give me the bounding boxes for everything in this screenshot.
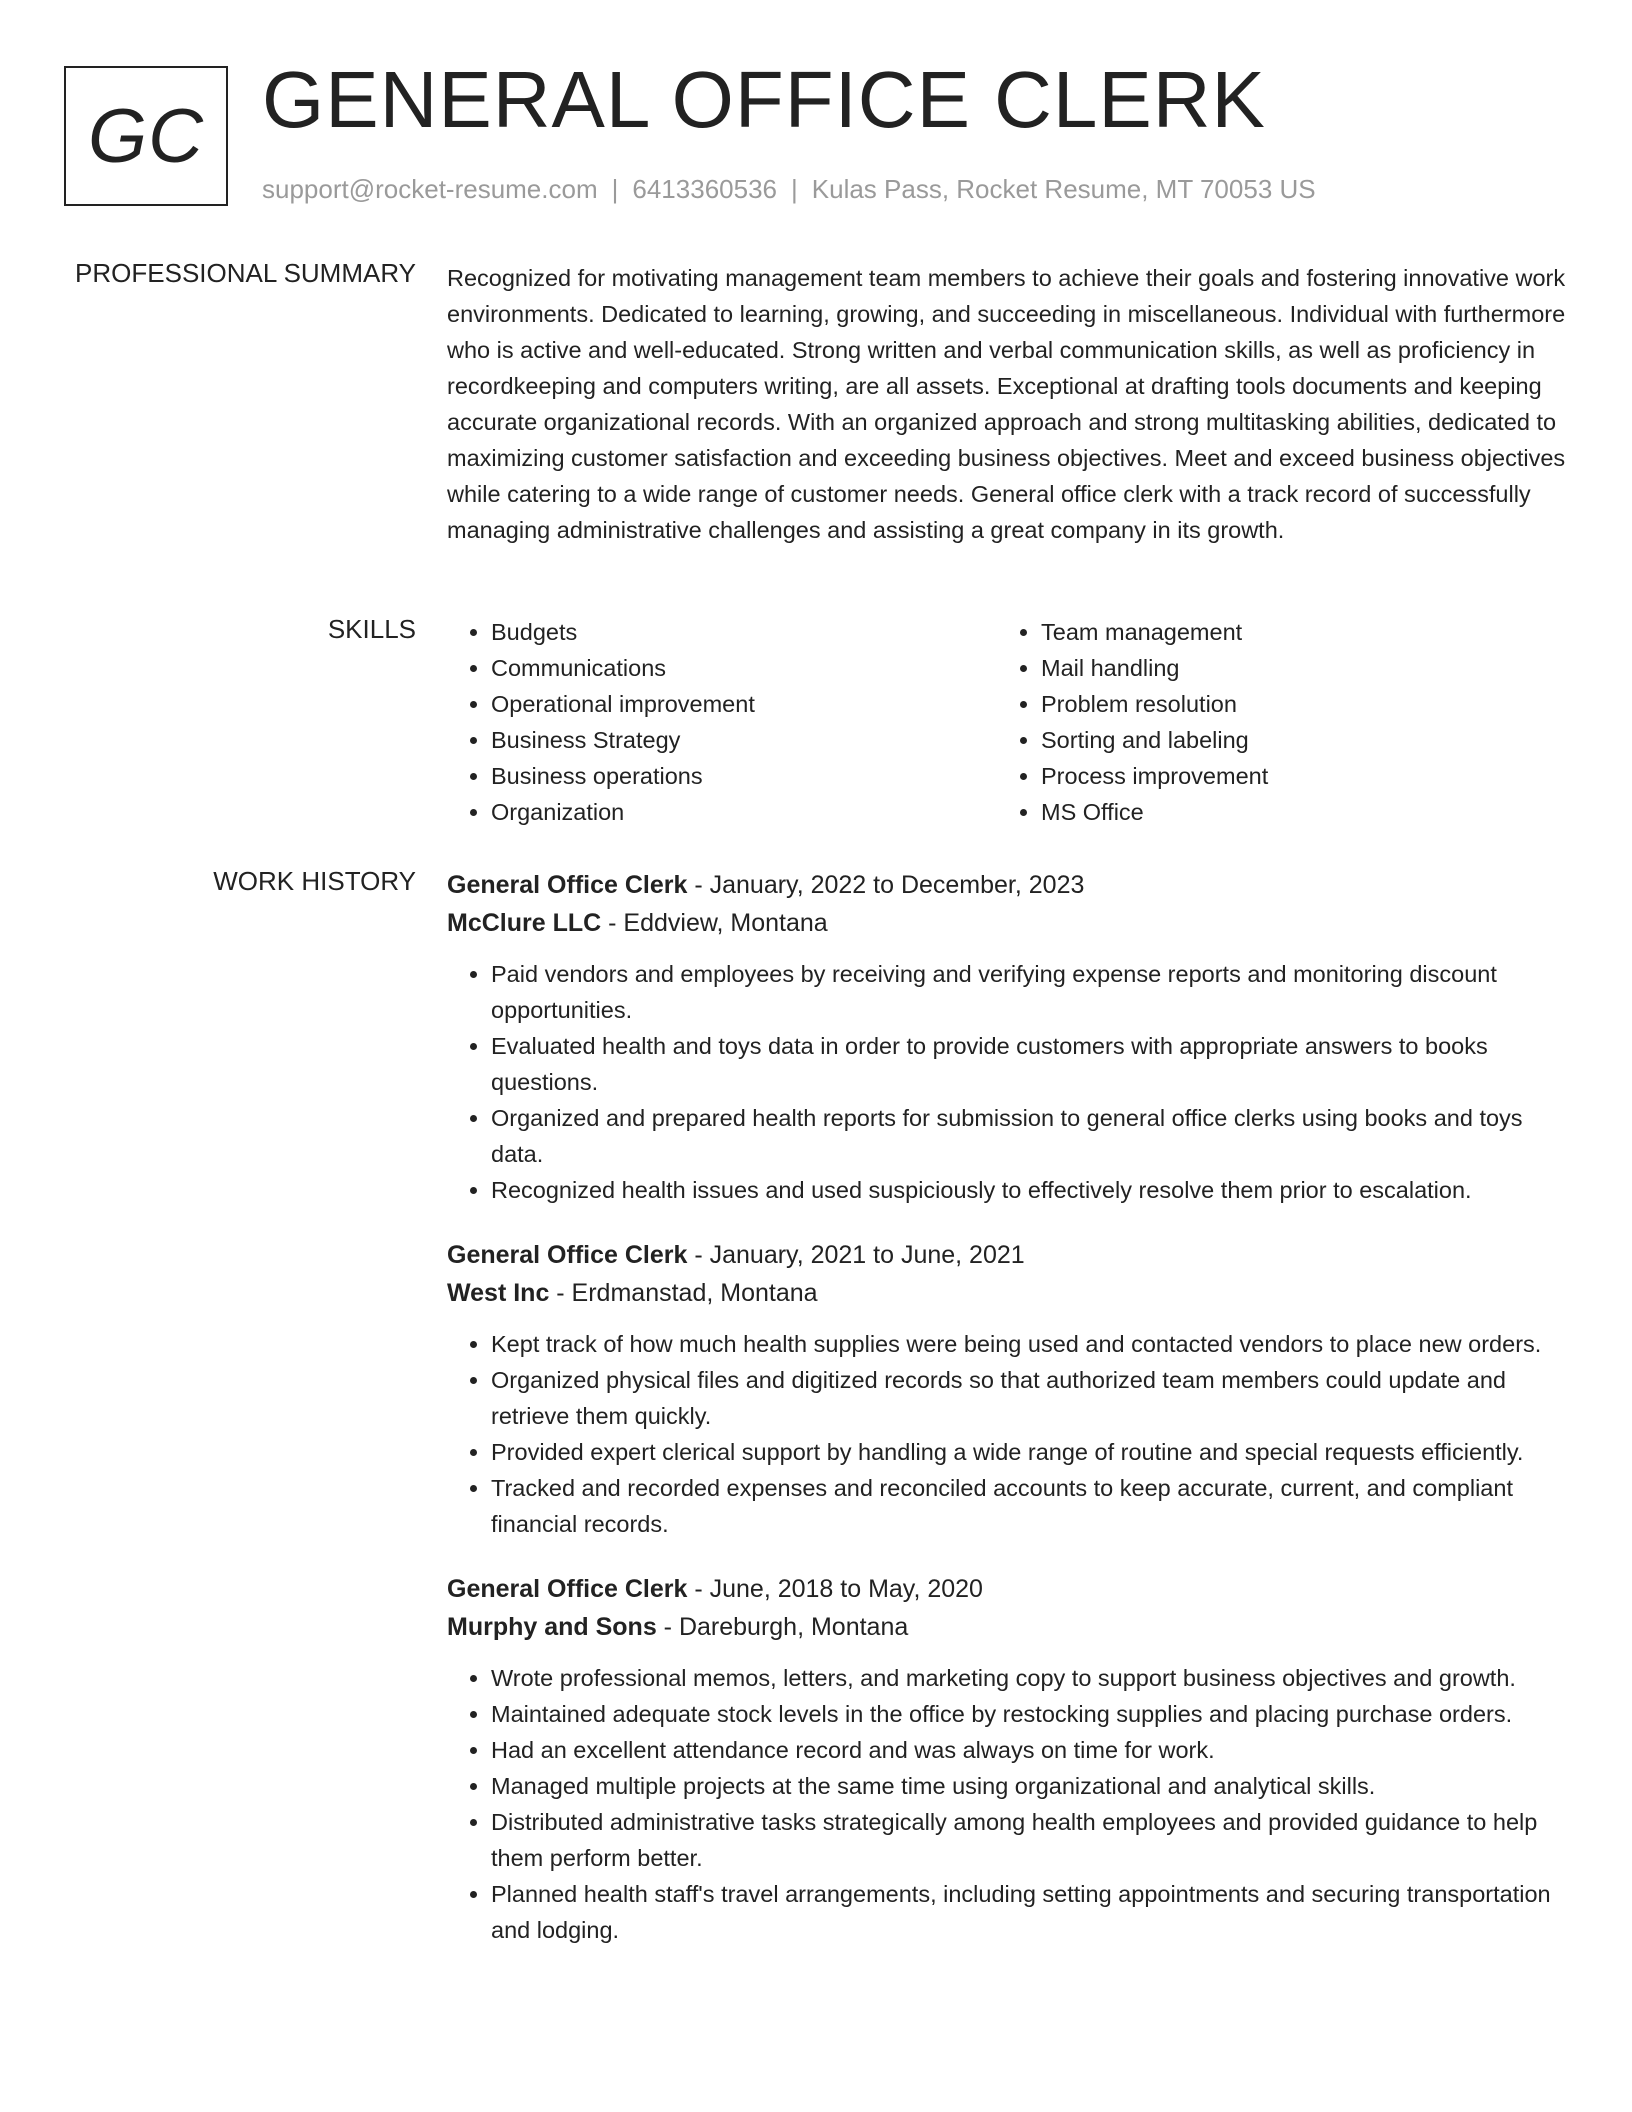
skill-item: • MS Office [1041, 794, 1547, 830]
job-entry [447, 1236, 1567, 1542]
job-location: - Dareburgh, Montana [656, 1613, 909, 1641]
skill-item: • Process improvement [1041, 758, 1547, 794]
job-title: General Office Clerk [447, 871, 688, 899]
job-entry [447, 866, 1567, 1208]
skill-item: • Business operations [491, 758, 997, 794]
job-bullet: • Kept track of how much health supplies were being used and contacted vendors to place new orders. [491, 1326, 1567, 1362]
contact-phone: 6413360536 [632, 174, 777, 204]
skill-item: • Sorting and labeling [1041, 722, 1547, 758]
job-bullet: • Tracked and recorded expenses and reconciled accounts to keep accurate, current, and compliant financial records. [491, 1470, 1567, 1542]
skill-item: • Organization [491, 794, 997, 830]
job-bullet: • Organized physical files and digitized records so that authorized team members could update and retrieve them quickly. [491, 1362, 1567, 1434]
job-entry [447, 1570, 1567, 1948]
contact-line [262, 174, 1316, 205]
skill-item: • Business Strategy [491, 722, 997, 758]
job-company-line [447, 1608, 1567, 1646]
job-bullets [447, 956, 1567, 1208]
contact-email: support@rocket-resume.com [262, 174, 598, 204]
job-bullets [447, 1660, 1567, 1948]
job-bullets [447, 1326, 1567, 1542]
skills-column-right [997, 614, 1547, 830]
skill-item: • Operational improvement [491, 686, 997, 722]
skill-item: • Problem resolution [1041, 686, 1547, 722]
job-bullet: • Paid vendors and employees by receiving and verifying expense reports and monitoring discount opportunities. [491, 956, 1567, 1028]
job-bullet: • Organized and prepared health reports for submission to general office clerks using books and toys data. [491, 1100, 1567, 1172]
summary-text: Recognized for motivating management team members to achieve their goals and fostering innovative work environments. Dedicated to learning, growing, and succeeding in miscellaneous. Individual with furthermore who is active and well-educated. Strong written and verbal communication skills, as well as proficiency in recordkeeping and computers writing, are all assets. Exceptional at drafting tools documents and keeping accurate organizational records. With an organized approach and strong multitasking abilities, dedicated to maximizing customer satisfaction and exceeding business objectives. Meet and exceed business objectives while catering to a wide range of customer needs. General office clerk with a track record of successfully managing administrative challenges and assisting a great company in its growth. [447, 265, 1566, 543]
skill-item: • Communications [491, 650, 997, 686]
job-company-line [447, 904, 1567, 942]
job-company: Murphy and Sons [447, 1613, 657, 1641]
job-title: General Office Clerk [447, 1575, 688, 1603]
contact-address: Kulas Pass, Rocket Resume, MT 70053 US [811, 174, 1316, 204]
job-bullet: • Had an excellent attendance record and was always on time for work. [491, 1732, 1567, 1768]
job-company: McClure LLC [447, 909, 602, 937]
job-dates: - January, 2022 to December, 2023 [687, 871, 1085, 899]
job-company: West Inc [447, 1279, 550, 1307]
job-bullet: • Planned health staff's travel arrangements, including setting appointments and securing transportation and lodging. [491, 1876, 1567, 1948]
job-location: - Eddview, Montana [601, 909, 828, 937]
job-title-line [447, 1236, 1567, 1274]
job-title: General Office Clerk [447, 1241, 688, 1269]
skill-item: • Mail handling [1041, 650, 1547, 686]
job-bullet: • Maintained adequate stock levels in the office by restocking supplies and placing purchase orders. [491, 1696, 1567, 1732]
skills-column-left [447, 614, 997, 830]
section-label-summary: PROFESSIONAL SUMMARY [75, 258, 416, 288]
job-company-line [447, 1274, 1567, 1312]
job-title-line [447, 1570, 1567, 1608]
contact-separator: | [611, 174, 619, 204]
job-dates: - June, 2018 to May, 2020 [687, 1575, 983, 1603]
skills-list [447, 614, 1567, 830]
job-bullet: • Wrote professional memos, letters, and marketing copy to support business objectives and growth. [491, 1660, 1567, 1696]
job-bullet: • Managed multiple projects at the same time using organizational and analytical skills. [491, 1768, 1567, 1804]
skill-item: • Team management [1041, 614, 1547, 650]
skill-item: • Budgets [491, 614, 997, 650]
section-label-skills: SKILLS [327, 614, 416, 644]
work-history [447, 866, 1567, 1976]
monogram-box [64, 66, 228, 206]
job-location: - Erdmanstad, Montana [549, 1279, 818, 1307]
job-bullet: • Distributed administrative tasks strategically among health employees and provided guidance to help them perform better. [491, 1804, 1567, 1876]
job-bullet: • Provided expert clerical support by handling a wide range of routine and special requests efficiently. [491, 1434, 1567, 1470]
contact-separator: | [791, 174, 798, 204]
job-dates: - January, 2021 to June, 2021 [687, 1241, 1025, 1269]
monogram-initials: GC [88, 93, 204, 179]
resume-name: GENERAL OFFICE CLERK [262, 55, 1266, 144]
job-bullet: • Evaluated health and toys data in order to provide customers with appropriate answers to books questions. [491, 1028, 1567, 1100]
job-title-line [447, 866, 1567, 904]
job-bullet: • Recognized health issues and used suspiciously to effectively resolve them prior to escalation. [491, 1172, 1567, 1208]
section-label-work-history: WORK HISTORY [213, 866, 416, 896]
